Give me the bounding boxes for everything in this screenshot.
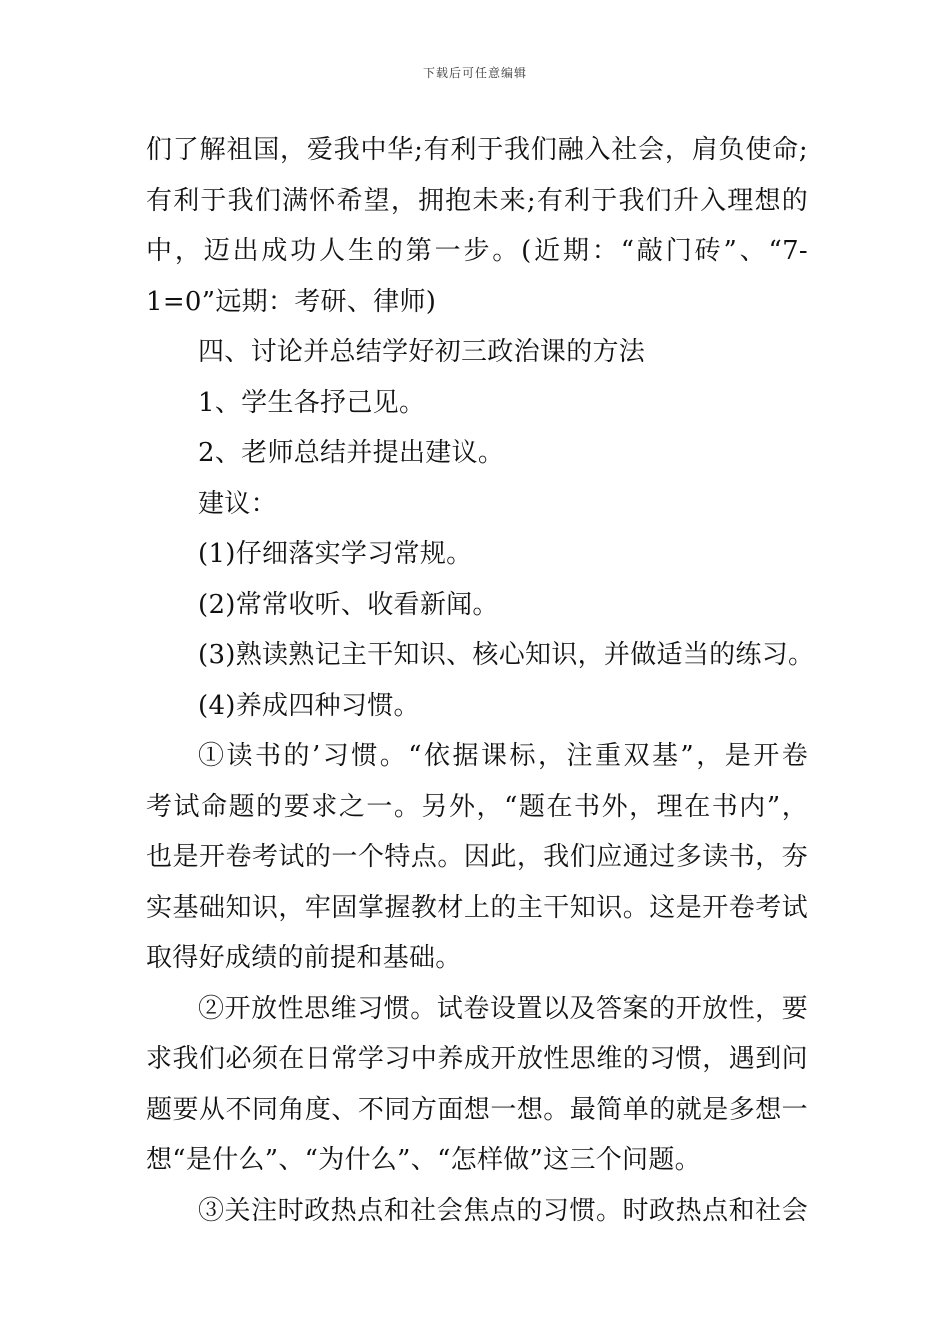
body-text <box>146 125 815 1236</box>
paragraph-line: 考试命题的要求之一。另外，“题在书外，理在书内”， <box>146 791 808 822</box>
paragraph-line: ③关注时政热点和社会焦点的习惯。时政热点和社会 <box>198 1195 808 1226</box>
list-item: (2)常常收听、收看新闻。 <box>198 589 499 620</box>
paragraph-line: ②开放性思维习惯。试卷设置以及答案的开放性，要 <box>198 993 808 1024</box>
paragraph-line: 想“是什么”、“为什么”、“怎样做”这三个问题。 <box>146 1145 701 1175</box>
list-item: 2、老师总结并提出建议。 <box>198 438 505 468</box>
paragraph-line: 有利于我们满怀希望，拥抱未来;有利于我们升入理想的 <box>146 185 808 216</box>
paragraph-line: ①读书的’习惯。“依据课标，注重双基”，是开卷 <box>198 741 808 771</box>
list-item: (1)仔细落实学习常规。 <box>198 539 473 569</box>
paragraph-line: 题要从不同角度、不同方面想一想。最简单的就是多想一 <box>146 1094 808 1125</box>
list-item: (4)养成四种习惯。 <box>198 690 420 721</box>
paragraph-line: 们了解祖国，爱我中华;有利于我们融入社会，肩负使命; <box>146 135 808 165</box>
list-item: 1、学生各抒己见。 <box>198 387 426 418</box>
list-item: (3)熟读熟记主干知识、核心知识，并做适当的练习。 <box>198 640 815 670</box>
paragraph-line: 取得好成绩的前提和基础。 <box>146 943 462 973</box>
paragraph-line: 也是开卷考试的一个特点。因此，我们应通过多读书，夯 <box>146 842 808 872</box>
paragraph-line: 1=0”远期：考研、律师) <box>146 286 437 317</box>
section-heading: 四、讨论并总结学好初三政治课的方法 <box>198 337 646 367</box>
page-header-note: 下载后可任意编辑 <box>422 66 527 80</box>
suggestion-label: 建议： <box>198 488 277 519</box>
paragraph-line: 求我们必须在日常学习中养成开放性思维的习惯，遇到问 <box>146 1044 808 1074</box>
paragraph-line: 实基础知识，牢固掌握教材上的主干知识。这是开卷考试 <box>146 892 808 923</box>
paragraph-line: 中，迈出成功人生的第一步。(近期：“敲门砖”、“7- <box>146 236 808 266</box>
